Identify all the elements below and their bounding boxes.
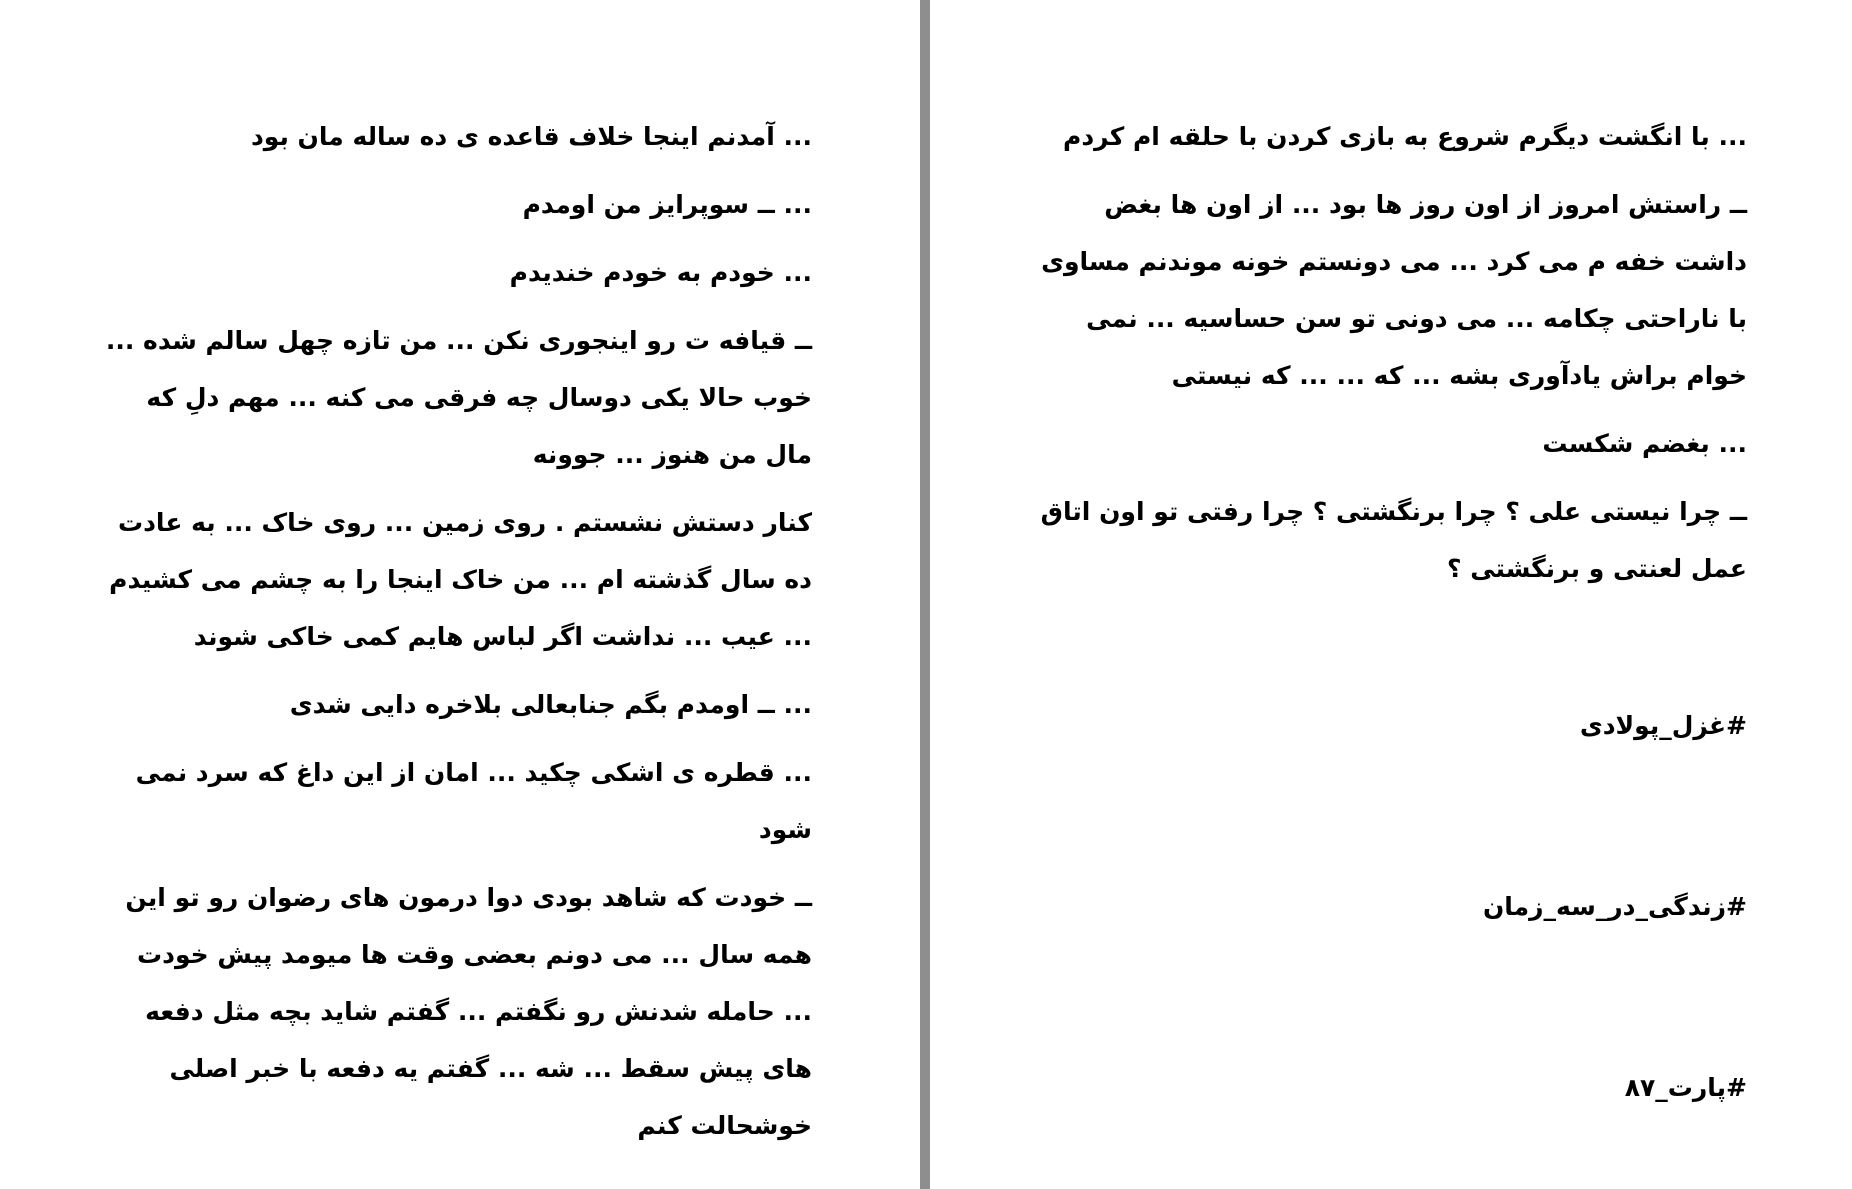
hashtag-part: #پارت_۸۷	[1624, 1073, 1747, 1102]
hashtag-author: #غزل_پولادی	[1579, 711, 1747, 740]
paragraph: ... آمدنم اینجا خلاف قاعده ی ده ساله مان بود	[250, 122, 812, 151]
hashtag-list	[1031, 697, 1747, 1116]
left-page-text	[100, 108, 812, 1165]
paragraph: ... ــ اومدم بگم جنابعالی بلاخره دایی شدی	[289, 690, 812, 719]
paragraph: ... ــ سوپرایز من اومدم	[522, 190, 812, 219]
paragraph: کنار دستش نشستم . روی زمین ... روی خاک ... به عادت ده سال گذشته ام ... من خاک اینجا را به چشم می کشیدم ... عیب ... نداشت اگر لباس هایم کمی خاکی شوند	[109, 508, 812, 651]
paragraph: ــ چرا نیستی علی ؟ چرا برنگشتی ؟ چرا رفتی تو اون اتاق عمل لعنتی و برنگشتی ؟	[1040, 497, 1747, 583]
hashtag-title: #زندگی_در_سه_زمان	[1482, 892, 1747, 921]
paragraph: ... بغضم شکست	[1542, 429, 1747, 458]
page-gutter	[920, 0, 930, 1189]
paragraph: ــ راستش امروز از اون روز ها بود ... از اون ها بغض داشت خفه م می کرد ... می دونستم خونه موندنم مساوی با ناراحتی چکامه ... می دونی تو سن حساسیه ... نمی خوام براش یادآوری بشه ... که ... ... که نیستی	[1041, 190, 1747, 390]
paragraph: ... با انگشت دیگرم شروع به بازی کردن با حلقه ام کردم	[1063, 122, 1747, 151]
right-page	[930, 0, 1852, 1189]
paragraph: ــ قیافه ت رو اینجوری نکن ... من تازه چهل سالم شده ... خوب حالا یکی دوسال چه فرقی می کنه ... مهم دلِ که مال من هنوز ... جوونه	[105, 326, 812, 469]
left-page	[0, 0, 920, 1189]
paragraph: ... خودم به خودم خندیدم	[509, 258, 812, 287]
right-page-text	[1031, 108, 1747, 1116]
paragraph: ــ خودت که شاهد بودی دوا درمون های رضوان رو تو این همه سال ... می دونم بعضی وقت ها میومد پیش خودت ... حامله شدنش رو نگفتم ... گفتم شاید بچه مثل دفعه های پیش سقط ... شه ... گفتم یه دفعه با خبر اصلی خوشحالت کنم	[125, 883, 812, 1140]
paragraph: ... قطره ی اشکی چکید ... امان از این داغ که سرد نمی شود	[135, 758, 812, 844]
